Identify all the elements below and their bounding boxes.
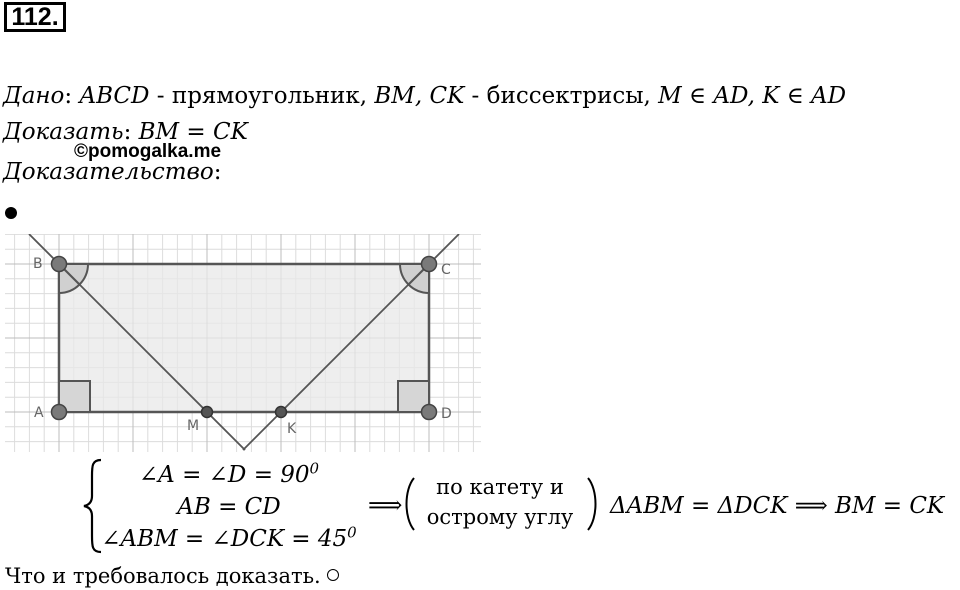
label-d: D xyxy=(441,406,452,422)
label-k: K xyxy=(287,421,297,437)
system-line-2: AB = CD xyxy=(177,494,281,520)
problem-number: 112. xyxy=(4,2,66,32)
given-math-bisectors: BM, CK xyxy=(374,83,465,109)
reason-line-2: острому углу xyxy=(426,505,574,529)
system-line-3 xyxy=(90,523,368,552)
system-line-1-sup: 0 xyxy=(309,459,320,478)
prove-colon: : xyxy=(123,119,132,145)
system-line-3-sup: 0 xyxy=(347,523,357,542)
system-line-1 xyxy=(104,459,354,488)
system-line-3-text: ∠ABM = ∠DCK = 45 xyxy=(101,526,348,552)
qed-line xyxy=(5,562,339,590)
given-label: Дано xyxy=(3,83,65,109)
given-math-abcd: ABCD xyxy=(79,83,150,109)
label-m: M xyxy=(187,418,200,434)
label-c: C xyxy=(441,262,451,278)
bullet-point xyxy=(5,207,17,219)
geometry-figure xyxy=(5,234,481,452)
reason-line-1: по катету и xyxy=(436,475,564,499)
point-b xyxy=(52,257,67,272)
given-line xyxy=(3,82,846,110)
given-colon: : xyxy=(64,83,73,109)
point-m xyxy=(202,407,213,418)
qed-circle-icon xyxy=(327,569,339,581)
point-c xyxy=(422,257,437,272)
qed-text: Что и требовалось доказать. xyxy=(5,564,321,588)
prove-math: BM = CK xyxy=(138,119,248,145)
given-text-bisectors: - биссектрисы, xyxy=(464,83,659,109)
point-d xyxy=(422,405,437,420)
implies-arrow: ⟹ xyxy=(368,491,403,519)
given-text-rectangle: - прямоугольник, xyxy=(149,83,375,109)
label-a: A xyxy=(34,405,44,421)
proof-line xyxy=(3,158,222,186)
rectangle-abcd xyxy=(59,264,429,412)
prove-label: Доказать xyxy=(3,119,124,145)
label-b: B xyxy=(33,256,43,272)
point-a xyxy=(52,405,67,420)
given-math-membership: M ∈ AD, K ∈ AD xyxy=(658,83,847,109)
proof-colon: : xyxy=(213,159,222,185)
system-line-1-text: ∠A = ∠D = 90 xyxy=(138,462,310,488)
watermark: ©pomogalka.me xyxy=(74,141,222,162)
point-k xyxy=(276,407,287,418)
right-paren xyxy=(586,476,600,532)
proof-label: Доказательство xyxy=(3,159,214,185)
conclusion: ΔABM = ΔDCK ⟹ BM = CK xyxy=(610,493,945,519)
